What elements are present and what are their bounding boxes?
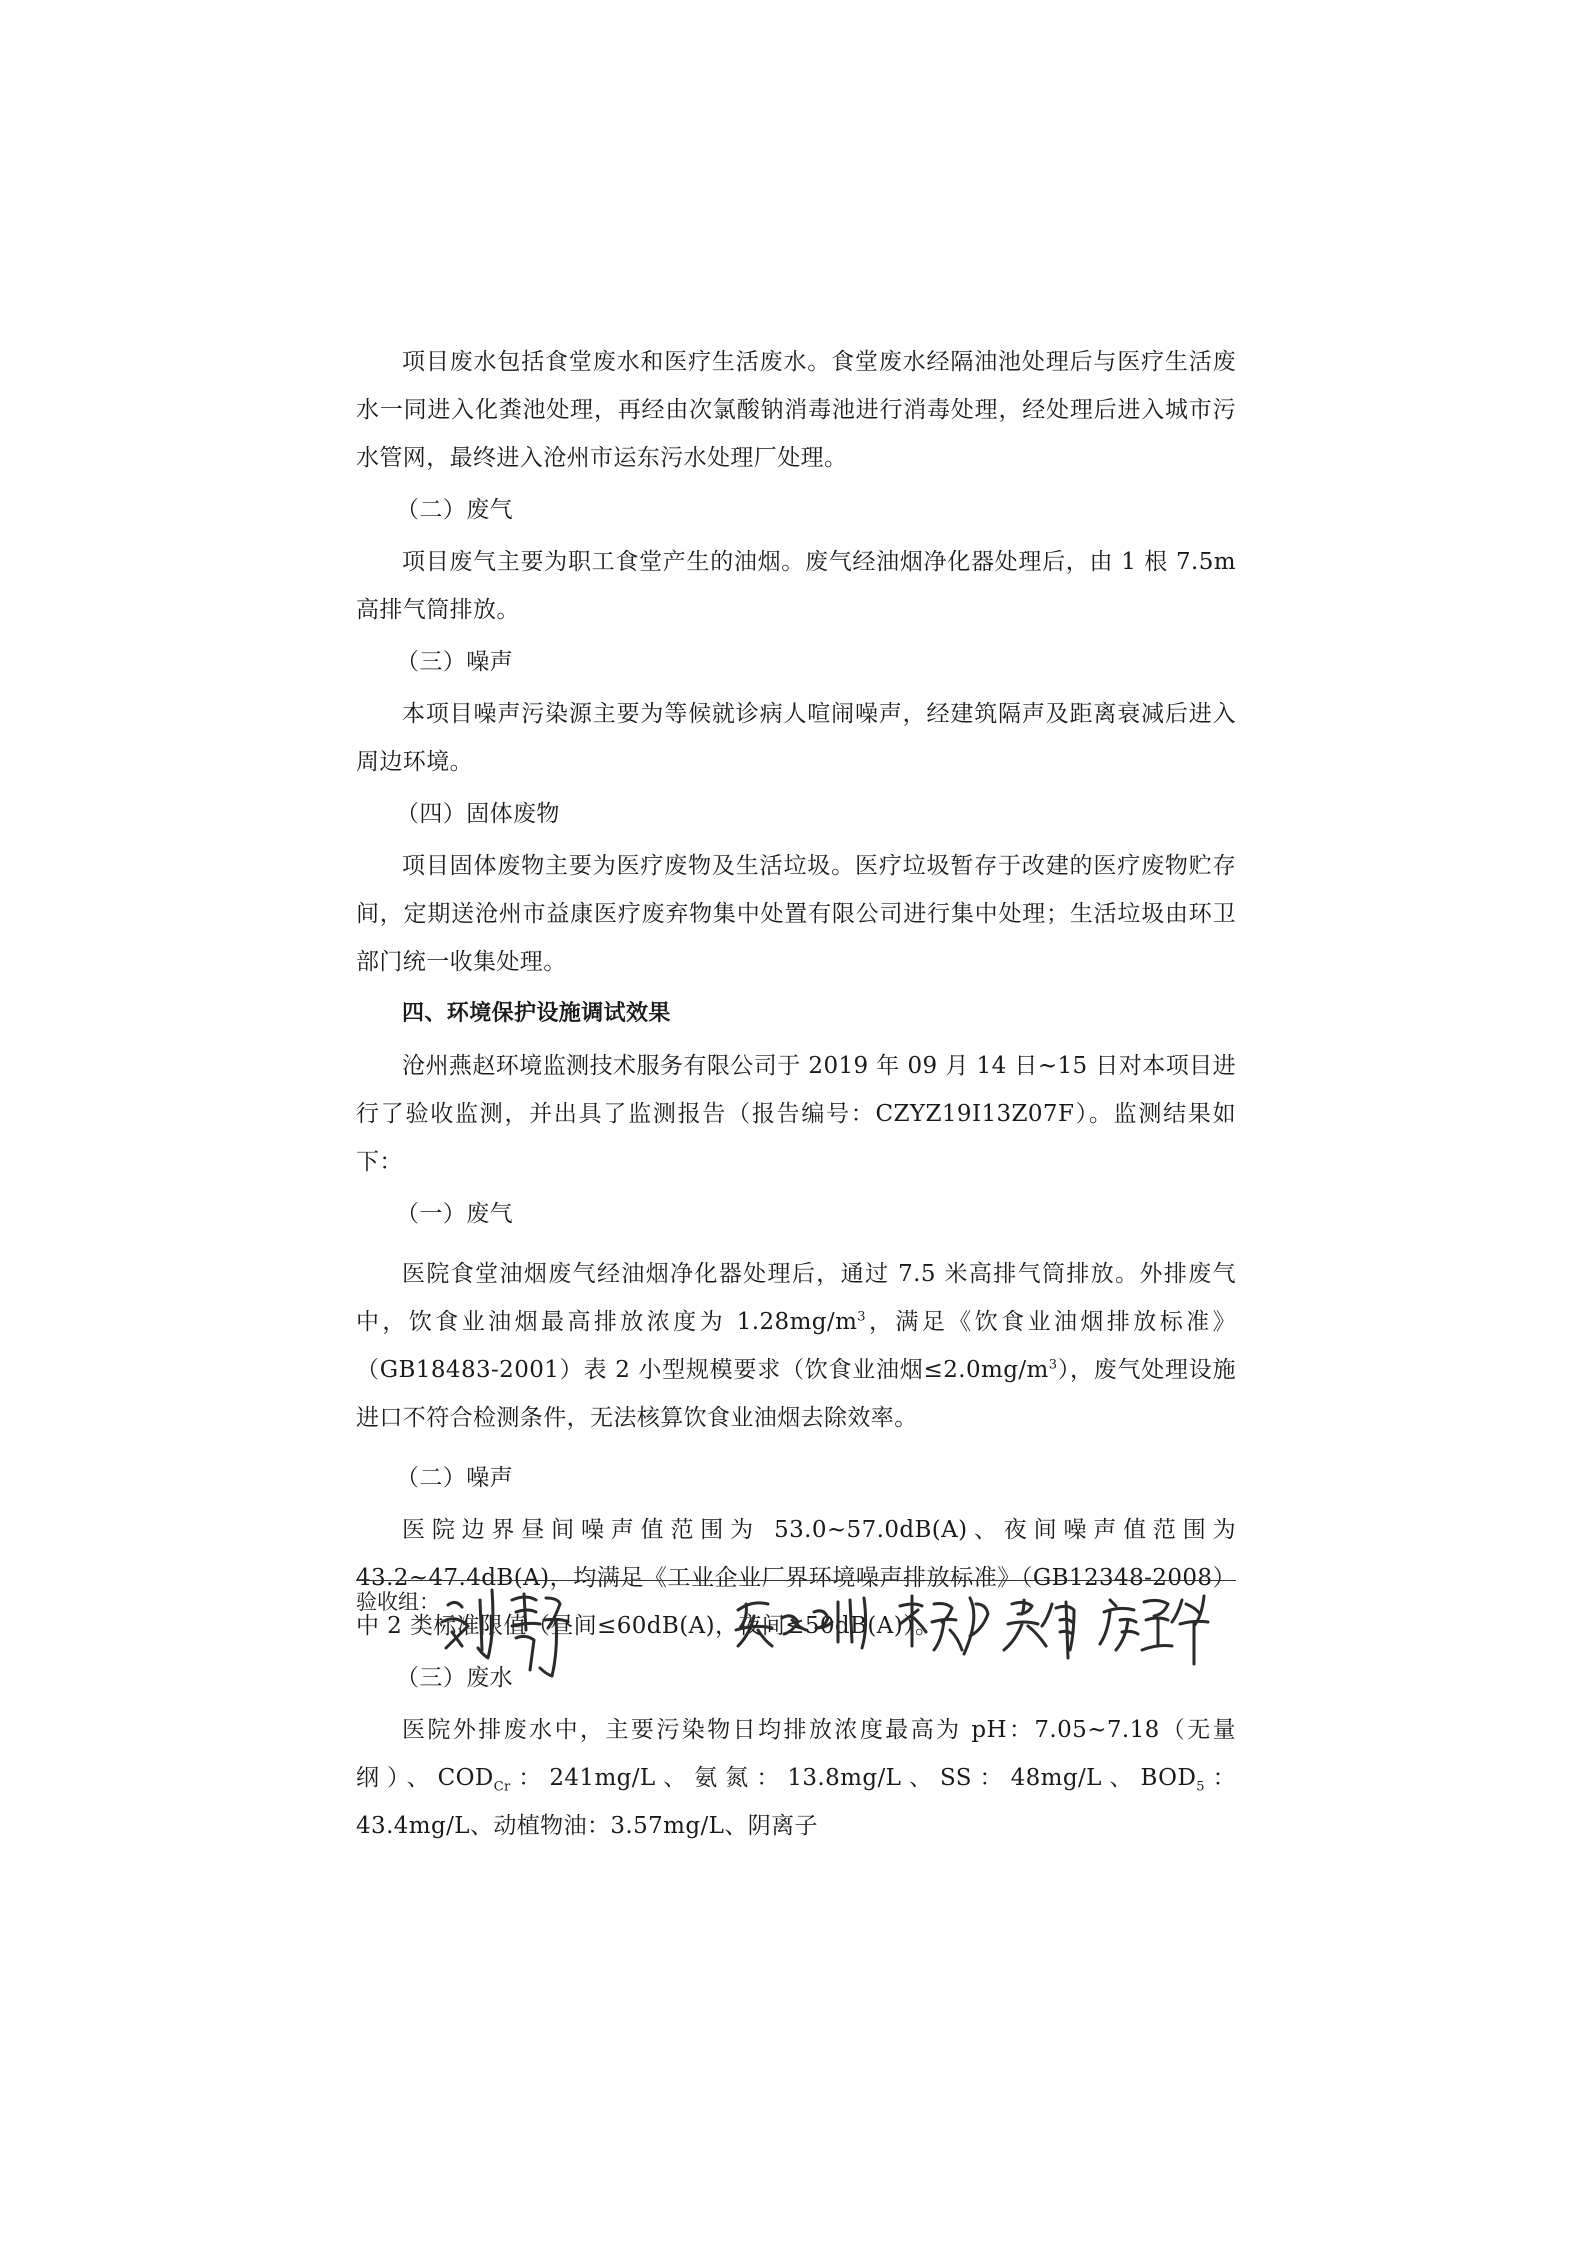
results-exhaust-part-a: 医院食堂油烟废气经油烟净化器处理后，通过 7.5 米高排气筒排放。外排废气中，饮食业油烟最高排放浓度为 1.28mg/m [356,1261,1236,1335]
results-exhaust-part-c: ），废气处理设施进口不符合检测条件，无法核算饮食业油烟去除效率。 [356,1357,1236,1431]
paragraph-exhaust: 项目废气主要为职工食堂产生的油烟。废气经油烟净化器处理后，由 1 根 7.5m 高排气筒排放。 [356,549,1236,623]
signature-4 [1004,1600,1074,1658]
paragraph-solid-waste: 项目固体废物主要为医疗废物及生活垃圾。医疗垃圾暂存于改建的医疗废物贮存间，定期送沧州市益康医疗废弃物集中处置有限公司进行集中处理；生活垃圾由环卫部门统一收集处理。 [356,853,1236,975]
paragraph-noise: 本项目噪声污染源主要为等候就诊病人喧闹噪声，经建筑隔声及距离衰减后进入周边环境。 [356,701,1236,775]
subheading-results-exhaust: （一）废气 [396,1201,513,1227]
subheading-exhaust: （二）废气 [396,497,513,523]
signature-3 [900,1596,988,1654]
results-exhaust-part-b: ，满足《饮食业油烟排放标准》（GB18483-2001）表 2 小型规模要求（饮食业油烟≤2.0mg/m [356,1309,1236,1383]
paragraph-results-exhaust [356,1250,1236,1442]
signature-5 [1100,1596,1208,1664]
superscript-cubic-1: 3 [857,1309,866,1325]
subscript-cr: Cr [493,1779,511,1795]
section-heading-results: 四、环境保护设施调试效果 [402,1001,671,1026]
paragraph-results-wastewater [356,1706,1236,1850]
subheading-results-noise: （二）噪声 [396,1465,513,1491]
results-water-part-b: ：241mg/L、氨氮：13.8mg/L、SS：48mg/L、BOD [510,1765,1197,1791]
subheading-results-wastewater: （三）废水 [396,1665,513,1691]
results-water-part-c: ：43.4mg/L、动植物油：3.57mg/L、阴离子 [356,1765,1236,1839]
paragraph-wastewater-intro: 项目废水包括食堂废水和医疗生活废水。食堂废水经隔油池处理后与医疗生活废水一同进入化粪池处理，再经由次氯酸钠消毒池进行消毒处理，经处理后进入城市污水管网，最终进入沧州市运东污水处理厂处理。 [356,349,1236,471]
subheading-noise: （三）噪声 [396,649,513,675]
paragraph-monitoring: 沧州燕赵环境监测技术服务有限公司于 2019 年 09 月 14 日~15 日对本项目进行了验收监测，并出具了监测报告（报告编号：CZYZ19I13Z07F）。监测结果如下： [356,1053,1236,1175]
signature-label: 验收组： [356,1590,440,1614]
paragraph-results-noise: 医院边界昼间噪声值范围为 53.0~57.0dB(A)、夜间噪声值范围为 43.2~47.4dB(A)，均满足《工业企业厂界环境噪声排放标准》（GB12348-2008）中 2 类标准限值（昼间≤60dB(A)，夜间≤50dB(A)）。 [356,1517,1236,1639]
subheading-solid-waste: （四）固体废物 [396,801,560,827]
handwritten-signatures [420,1560,1250,1690]
signature-2 [736,1598,866,1648]
subscript-5: 5 [1196,1779,1205,1795]
signature-1 [442,1590,568,1676]
superscript-cubic-2: 3 [1048,1357,1058,1373]
results-water-part-a: 医院外排废水中，主要污染物日均排放浓度最高为 pH：7.05~7.18（无量纲）、COD [356,1717,1236,1791]
